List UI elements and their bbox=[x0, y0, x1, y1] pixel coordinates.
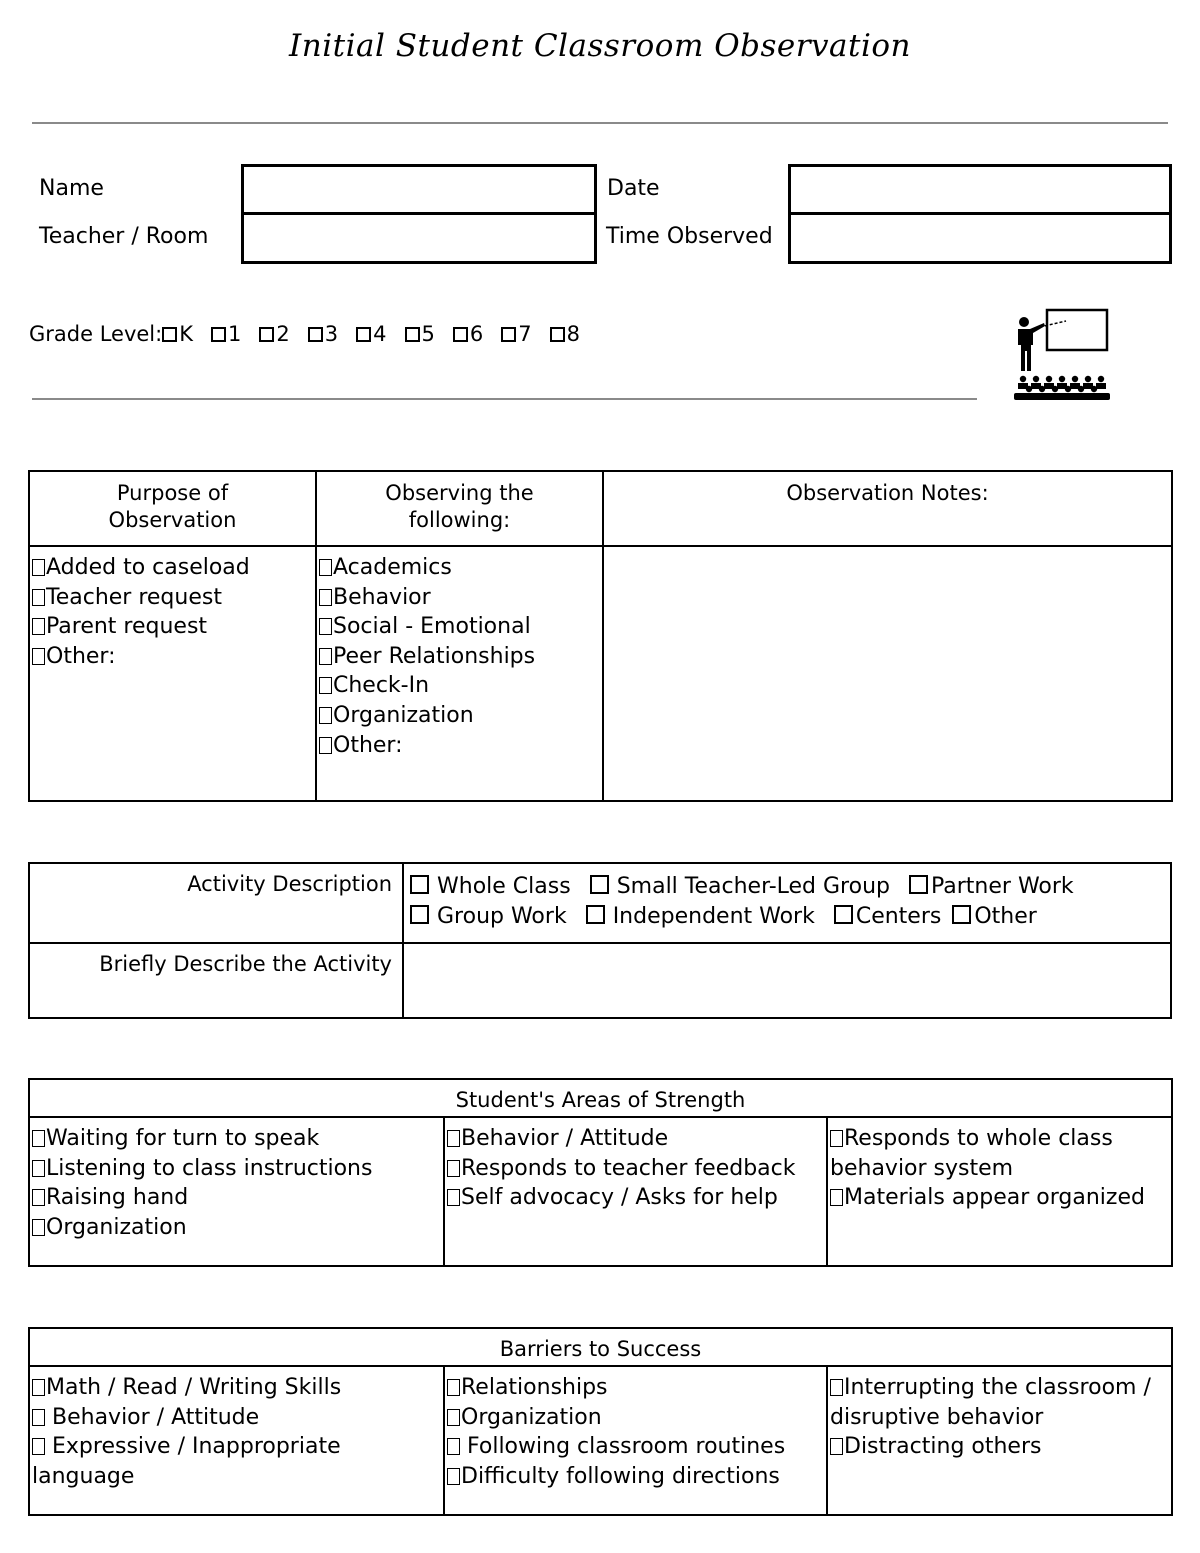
list-item[interactable]: Added to caseload bbox=[32, 553, 315, 583]
checkbox[interactable] bbox=[319, 707, 332, 724]
activity-option[interactable]: Group Work bbox=[410, 904, 567, 929]
checkbox[interactable] bbox=[32, 1160, 45, 1177]
date-field[interactable] bbox=[788, 164, 1172, 215]
list-item[interactable]: Responds to teacher feedback bbox=[447, 1154, 826, 1184]
name-field[interactable] bbox=[241, 164, 597, 215]
time-observed-label: Time Observed bbox=[606, 224, 773, 249]
title-divider bbox=[32, 122, 1168, 124]
list-item[interactable]: Behavior / Attitude bbox=[447, 1124, 826, 1154]
checkbox[interactable] bbox=[32, 1189, 45, 1206]
notes-area[interactable] bbox=[603, 546, 1172, 801]
list-item[interactable]: Social - Emotional bbox=[319, 612, 602, 642]
list-item[interactable]: Expressive / Inappropriate language bbox=[32, 1434, 341, 1489]
page-title: Initial Student Classroom Observation bbox=[288, 28, 912, 64]
describe-activity-label: Briefly Describe the Activity bbox=[29, 943, 403, 1018]
checkbox[interactable] bbox=[447, 1409, 460, 1426]
checkbox[interactable] bbox=[447, 1160, 460, 1177]
checkbox[interactable] bbox=[447, 1438, 460, 1455]
notes-header: Observation Notes: bbox=[603, 471, 1172, 546]
purpose-header: Purpose of Observation bbox=[29, 471, 316, 546]
checkbox[interactable] bbox=[952, 905, 971, 924]
list-item[interactable]: Parent request bbox=[32, 612, 315, 642]
activity-option[interactable]: Centers bbox=[834, 904, 942, 929]
checkbox[interactable] bbox=[319, 648, 332, 665]
list-item[interactable]: Peer Relationships bbox=[319, 642, 602, 672]
list-item[interactable]: Difficulty following directions bbox=[447, 1462, 826, 1492]
list-item[interactable]: Relationships bbox=[447, 1373, 826, 1403]
activity-option[interactable]: Small Teacher-Led Group bbox=[590, 874, 890, 899]
purpose-list bbox=[29, 546, 316, 801]
list-item[interactable]: Teacher request bbox=[32, 583, 315, 613]
checkbox[interactable] bbox=[410, 905, 429, 924]
barriers-col-2 bbox=[444, 1366, 827, 1515]
grade-option[interactable]: 7 bbox=[501, 322, 531, 346]
list-item[interactable]: Other: bbox=[32, 642, 315, 672]
checkbox[interactable] bbox=[447, 1379, 460, 1396]
list-item[interactable]: Behavior / Attitude bbox=[32, 1403, 443, 1433]
list-item[interactable]: Academics bbox=[319, 553, 602, 583]
checkbox[interactable] bbox=[410, 875, 429, 894]
checkbox[interactable] bbox=[319, 559, 332, 576]
barriers-table bbox=[28, 1327, 1173, 1516]
grade-option[interactable]: 1 bbox=[211, 322, 241, 346]
activity-description-label: Activity Description bbox=[29, 863, 403, 943]
grade-option[interactable]: 5 bbox=[405, 322, 435, 346]
strengths-col-2 bbox=[444, 1117, 827, 1266]
checkbox[interactable] bbox=[319, 589, 332, 606]
grade-option[interactable]: K bbox=[162, 322, 193, 346]
activity-options bbox=[403, 863, 1171, 943]
activity-option[interactable]: Independent Work bbox=[586, 904, 815, 929]
list-item[interactable]: Materials appear organized bbox=[830, 1183, 1171, 1213]
strengths-table bbox=[28, 1078, 1173, 1267]
checkbox[interactable] bbox=[32, 1409, 45, 1426]
checkbox[interactable] bbox=[32, 559, 45, 576]
grade-checkbox[interactable] bbox=[259, 327, 274, 342]
date-label: Date bbox=[607, 176, 660, 201]
checkbox[interactable] bbox=[32, 648, 45, 665]
strengths-col-1 bbox=[29, 1117, 444, 1266]
grade-checkbox[interactable] bbox=[162, 327, 177, 342]
observing-header: Observing the following: bbox=[316, 471, 603, 546]
list-item[interactable]: Following classroom routines bbox=[447, 1432, 826, 1462]
grade-option[interactable]: 2 bbox=[259, 322, 289, 346]
checkbox[interactable] bbox=[32, 1219, 45, 1236]
grade-checkbox[interactable] bbox=[211, 327, 226, 342]
checkbox[interactable] bbox=[586, 905, 605, 924]
grade-checkbox[interactable] bbox=[308, 327, 323, 342]
grade-option[interactable]: 8 bbox=[550, 322, 580, 346]
checkbox[interactable] bbox=[830, 1189, 843, 1206]
list-item[interactable]: Other: bbox=[319, 731, 602, 761]
grade-divider bbox=[32, 398, 977, 400]
list-item[interactable]: Waiting for turn to speak bbox=[32, 1124, 443, 1154]
list-item[interactable]: Behavior bbox=[319, 583, 602, 613]
observation-table bbox=[28, 470, 1173, 802]
activity-table bbox=[28, 862, 1172, 1019]
checkbox[interactable] bbox=[830, 1379, 843, 1396]
checkbox[interactable] bbox=[909, 875, 928, 894]
checkbox[interactable] bbox=[830, 1438, 843, 1455]
barriers-title: Barriers to Success bbox=[29, 1328, 1172, 1366]
name-label: Name bbox=[39, 176, 104, 201]
grade-checkbox[interactable] bbox=[453, 327, 468, 342]
checkbox[interactable] bbox=[447, 1189, 460, 1206]
checkbox[interactable] bbox=[447, 1130, 460, 1147]
grade-checkbox[interactable] bbox=[405, 327, 420, 342]
list-item[interactable]: Organization bbox=[447, 1403, 826, 1433]
list-item[interactable]: Organization bbox=[319, 701, 602, 731]
barriers-col-3 bbox=[827, 1366, 1172, 1515]
observing-list bbox=[316, 546, 603, 801]
list-item[interactable]: Raising hand bbox=[32, 1183, 443, 1213]
strengths-col-3 bbox=[827, 1117, 1172, 1266]
activity-option[interactable]: Whole Class bbox=[410, 874, 571, 899]
list-item[interactable]: Distracting others bbox=[830, 1432, 1171, 1462]
checkbox[interactable] bbox=[32, 1130, 45, 1147]
checkbox[interactable] bbox=[834, 905, 853, 924]
list-item[interactable]: Responds to whole class behavior system bbox=[830, 1126, 1113, 1181]
checkbox[interactable] bbox=[32, 1438, 45, 1455]
checkbox[interactable] bbox=[32, 618, 45, 635]
grade-option[interactable]: 6 bbox=[453, 322, 483, 346]
classroom-teacher-icon bbox=[1010, 305, 1112, 407]
checkbox[interactable] bbox=[590, 875, 609, 894]
grade-checkbox[interactable] bbox=[550, 327, 565, 342]
describe-activity-field[interactable] bbox=[403, 943, 1171, 1018]
grade-option[interactable]: 3 bbox=[308, 322, 338, 346]
grade-checkbox[interactable] bbox=[501, 327, 516, 342]
checkbox[interactable] bbox=[319, 618, 332, 635]
activity-option[interactable]: Partner Work bbox=[909, 874, 1074, 899]
list-item[interactable]: Organization bbox=[32, 1213, 443, 1243]
checkbox[interactable] bbox=[319, 737, 332, 754]
list-item[interactable]: Interrupting the classroom / disruptive behavior bbox=[830, 1375, 1151, 1430]
grade-option[interactable]: 4 bbox=[356, 322, 386, 346]
checkbox[interactable] bbox=[319, 677, 332, 694]
list-item[interactable]: Self advocacy / Asks for help bbox=[447, 1183, 826, 1213]
time-observed-field[interactable] bbox=[788, 212, 1172, 264]
activity-option[interactable]: Other bbox=[952, 904, 1036, 929]
checkbox[interactable] bbox=[32, 1379, 45, 1396]
checkbox[interactable] bbox=[32, 589, 45, 606]
grade-level-label: Grade Level: bbox=[29, 322, 163, 346]
strengths-title: Student's Areas of Strength bbox=[29, 1079, 1172, 1117]
teacher-room-field[interactable] bbox=[241, 212, 597, 264]
grade-level bbox=[29, 322, 598, 346]
list-item[interactable]: Check-In bbox=[319, 671, 602, 701]
list-item[interactable]: Listening to class instructions bbox=[32, 1154, 443, 1184]
checkbox[interactable] bbox=[830, 1130, 843, 1147]
checkbox[interactable] bbox=[447, 1468, 460, 1485]
list-item[interactable]: Math / Read / Writing Skills bbox=[32, 1373, 443, 1403]
grade-checkbox[interactable] bbox=[356, 327, 371, 342]
barriers-col-1 bbox=[29, 1366, 444, 1515]
teacher-room-label: Teacher / Room bbox=[39, 224, 209, 249]
